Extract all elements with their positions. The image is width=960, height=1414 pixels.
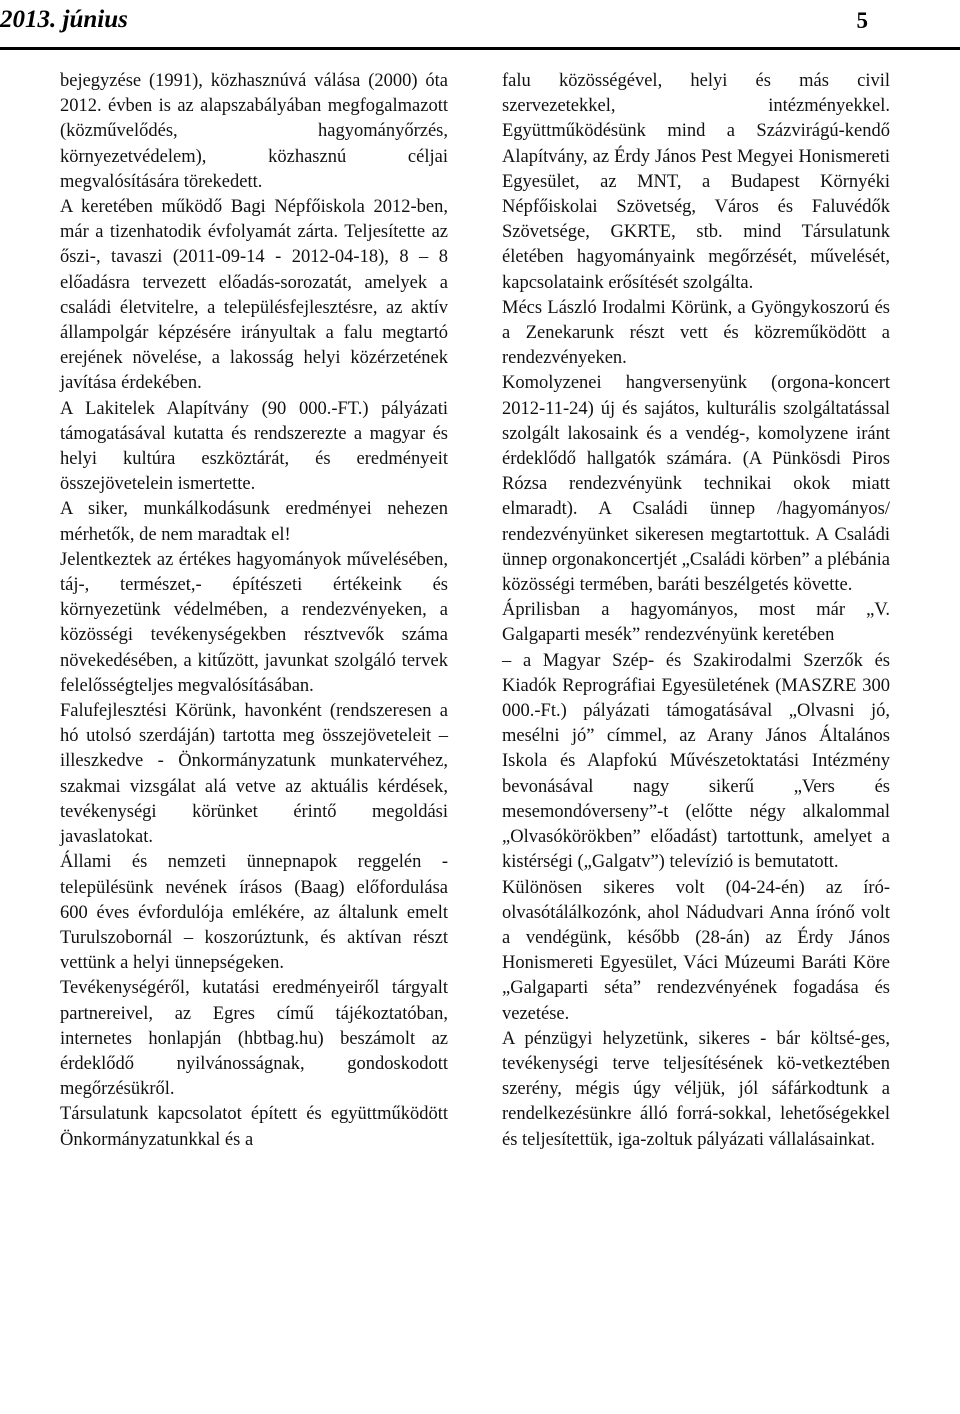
page-number: 5 xyxy=(856,8,868,33)
left-column xyxy=(60,69,448,1153)
paragraph: A siker, munkálkodásunk eredményei nehezen mérhetők, de nem maradtak el! xyxy=(60,499,448,545)
paragraph: – a Magyar Szép- és Szakirodalmi Szerzők és Kiadók Reprográfiai Egyesületének (MASZRE 300 000.-Ft.) pályázati támogatásával „Olvasni jó, mesélni jó” címmel, az Arany János Általános Iskola és Alapfokú Művészetoktatási Intézmény bevonásával nagy sikerű „Vers és mesemondóverseny”-t (előtte négy alkalommal „Olvasókörökben” előadást) tartottunk, amelyet a kistérségi („Galgatv”) televízió is bemutatott. xyxy=(502,650,890,873)
paragraph: A Lakitelek Alapítvány (90 000.-FT.) pályázati támogatásával kutatta és rendszerezte a magyar és helyi kultúra eszköztárát, és eredményeit összejövetelein ismertette. xyxy=(60,398,448,495)
paragraph: Komolyzenei hangversenyünk (orgona-koncert 2012-11-24) új és sajátos, kulturális szolgáltatással szolgált lakosaink és a vendég-, komolyzene iránt érdeklődő hallgatók számára. (A Pünkösdi Piros Rózsa rendezvényünk technikai okok miatt elmaradt). A Családi ünnep /hagyományos/ rendezvényünket sikeresen megtartottuk. A Családi ünnep orgonakoncertjét „Családi körben” a plébánia közösségi termében, baráti beszélgetés követte. xyxy=(502,373,890,596)
paragraph: A pénzügyi helyzetünk, sikeres - bár költsé-ges, tevékenységi terve teljesítésének kö-vetkeztében szerény, mégis úgy véljük, jól sáfárkodtunk a rendelkezésünkre álló forrá-sokkal, lehetőségekkel és teljesítettük, iga-zoltuk pályázati vállalásainkat. xyxy=(502,1028,890,1150)
paragraph: Mécs László Irodalmi Körünk, a Gyöngykoszorú és a Zenekarunk részt vett és közreműködött a rendezvényeken. xyxy=(502,297,890,369)
page-header xyxy=(0,0,960,50)
paragraph: Jelentkeztek az értékes hagyományok művelésében, táj-, természet,- építészeti értékeink és környezetünk védelmében, a rendezvényeken, a közösségi tevékenységekben résztvevők száma növekedésében, a kitűzött, javunkat szolgáló tervek felelősségteljes megvalósításában. xyxy=(60,549,448,696)
paragraph: falu közösségével, helyi és más civil szervezetekkel, intézményekkel. Együttműködésünk mind a Százvirágú-kendő Alapítvány, az Érdy János Pest Megyei Honismereti Egyesület, az MNT, a Budapest Környéki Népfőiskolai Szövetség, Város és Faluvédők Szövetsége, GKRTE, stb. mind Társulatunk életében hagyományaink megőrzését, művelését, kapcsolataink erősítését szolgálta. xyxy=(502,71,890,293)
paragraph: A keretében működő Bagi Népfőiskola 2012-ben, már a tizenhatodik évfolyamát zárta. Teljesítette az őszi-, tavaszi (2011-09-14 - 2012-04-18), 8 – 8 előadásra tervezett előadás-sorozatát, amelyek a családi életvitelre, a településfejlesztésre, az aktív állampolgár képzésére irányultak a falu megtartó erejének növelése, a lakosság helyi közérzetének javítása érdekében. xyxy=(60,197,448,394)
paragraph: Állami és nemzeti ünnepnapok reggelén - településünk nevének írásos (Baag) előfordulása 600 éves évfordulója emlékére, az általunk emelt Turulszobornál – koszorúztunk, és aktívan részt vettünk a helyi ünnepségeken. xyxy=(60,852,448,974)
paragraph: Áprilisban a hagyományos, most már „V. Galgaparti mesék” rendezvényünk keretében xyxy=(502,600,890,646)
paragraph: bejegyzése (1991), közhasznúvá válása (2000) óta 2012. évben is az alapszabályában megfogalmazott (közművelődés, hagyományőrzés, környezetvédelem), közhasznú céljai megvalósítására törekedett. xyxy=(60,71,448,192)
paragraph: Társulatunk kapcsolatot épített és együttműködött Önkormányzatunkkal és a xyxy=(60,1104,448,1150)
paragraph: Tevékenységéről, kutatási eredményeiről tárgyalt partnereivel, az Egres című tájékoztatóban, internetes honlapján (hbtbag.hu) beszámolt az érdeklődő nyilvánosságnak, gondoskodott megőrzésükről. xyxy=(60,978,448,1100)
paragraph: Különösen sikeres volt (04-24-én) az író-olvasótálálkozónk, ahol Nádudvari Anna írónő volt a vendégünk, később (28-án) az Érdy János Honismereti Egyesület, Váci Múzeumi Baráti Köre „Galgaparti séta” rendezvényének fogadása és vezetése. xyxy=(502,877,890,1024)
paragraph: Falufejlesztési Körünk, havonként (rendszeresen a hó utolsó szerdáján) tartotta meg összejöveteleit – illeszkedve - Önkormányzatunk munkatervéhez, szakmai vizsgálat alá vetve az aktuális kérdések, tevékenységi körünket érintő megoldási javaslatokat. xyxy=(60,701,448,848)
right-column xyxy=(502,69,890,1153)
issue-date: 2013. június xyxy=(0,6,128,33)
